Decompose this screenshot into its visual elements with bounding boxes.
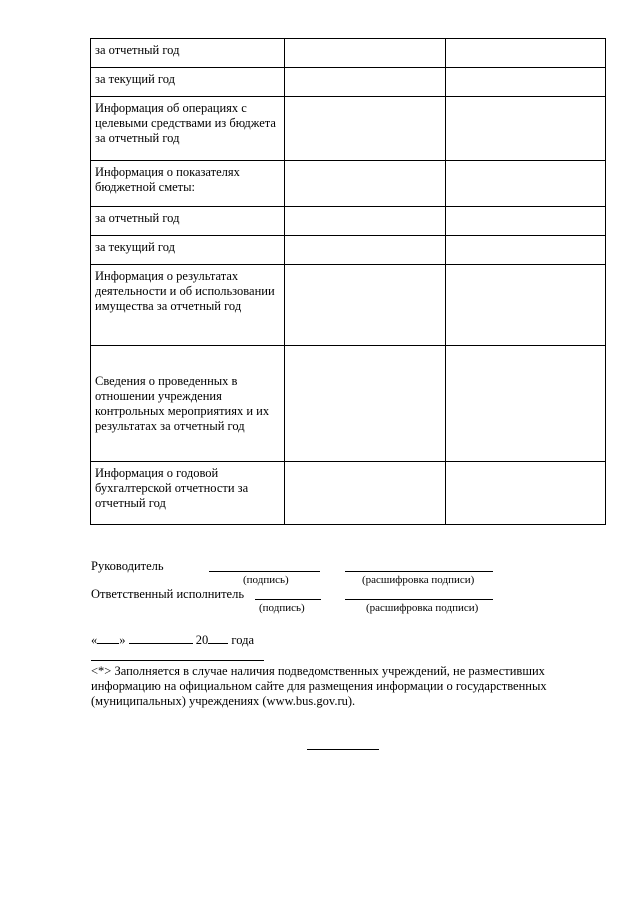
- footnote-text: <*> Заполняется в случае наличия подведомственных учреждений, не разместивших информацию на официальном сайте для размещения информации о государственных (муниципальных) учреждениях (www.bus.gov.ru).: [91, 664, 547, 708]
- table-cell: [285, 207, 446, 236]
- table-cell: [285, 265, 446, 346]
- executor-label: Ответственный исполнитель: [91, 587, 245, 601]
- table-cell: [285, 236, 446, 265]
- table-cell: [446, 97, 606, 161]
- head-decoding-caption: (расшифровка подписи): [362, 574, 475, 586]
- year-prefix: 20: [195, 633, 209, 647]
- table-cell: [285, 97, 446, 161]
- table-cell: [446, 346, 606, 462]
- table-row: [91, 236, 606, 265]
- row-label: Информация о годовой бухгалтерской отчетности за отчетный год: [91, 462, 285, 525]
- table-cell: [446, 68, 606, 97]
- table-row: [91, 462, 606, 525]
- executor-signature-line[interactable]: [255, 599, 321, 600]
- row-label: за текущий год: [91, 68, 285, 97]
- row-label: за отчетный год: [91, 207, 285, 236]
- table-cell: [285, 346, 446, 462]
- row-label: Информация о показателях бюджетной сметы:: [91, 161, 285, 207]
- table-cell: [446, 236, 606, 265]
- head-decoding-line[interactable]: [345, 571, 493, 572]
- table-row: [91, 68, 606, 97]
- date-line: [91, 632, 254, 648]
- table-row: [91, 265, 606, 346]
- table-row: [91, 39, 606, 68]
- table-cell: [446, 462, 606, 525]
- open-quote: «: [91, 633, 98, 647]
- month-blank[interactable]: [129, 632, 193, 644]
- table-row: [91, 161, 606, 207]
- executor-decoding-line[interactable]: [345, 599, 493, 600]
- table-cell: [285, 161, 446, 207]
- row-label: Сведения о проведенных в отношении учреждения контрольных мероприятиях и их результатах за отчетный год: [91, 346, 285, 462]
- executor-decoding-caption: (расшифровка подписи): [366, 602, 479, 614]
- executor-signature-caption: (подпись): [259, 602, 305, 614]
- row-label: Информация об операциях с целевыми средствами из бюджета за отчетный год: [91, 97, 285, 161]
- day-blank[interactable]: [97, 632, 119, 644]
- table-cell: [446, 161, 606, 207]
- year-suffix: года: [231, 633, 254, 647]
- row-label: за текущий год: [91, 236, 285, 265]
- table-row: [91, 97, 606, 161]
- table-row: [91, 207, 606, 236]
- table-cell: [285, 462, 446, 525]
- table-cell: [285, 68, 446, 97]
- table-row: [91, 346, 606, 462]
- close-quote: »: [119, 633, 126, 647]
- row-label: за отчетный год: [91, 39, 285, 68]
- head-signature-line[interactable]: [209, 571, 320, 572]
- table-cell: [446, 265, 606, 346]
- year-blank[interactable]: [208, 632, 228, 644]
- head-signature-caption: (подпись): [243, 574, 289, 586]
- report-table: [90, 38, 606, 525]
- table-cell: [285, 39, 446, 68]
- head-label: Руководитель: [91, 559, 164, 573]
- row-label: Информация о результатах деятельности и об использовании имущества за отчетный год: [91, 265, 285, 346]
- table-cell: [446, 39, 606, 68]
- footnote-separator: [91, 660, 264, 661]
- end-separator: [307, 749, 379, 750]
- table-cell: [446, 207, 606, 236]
